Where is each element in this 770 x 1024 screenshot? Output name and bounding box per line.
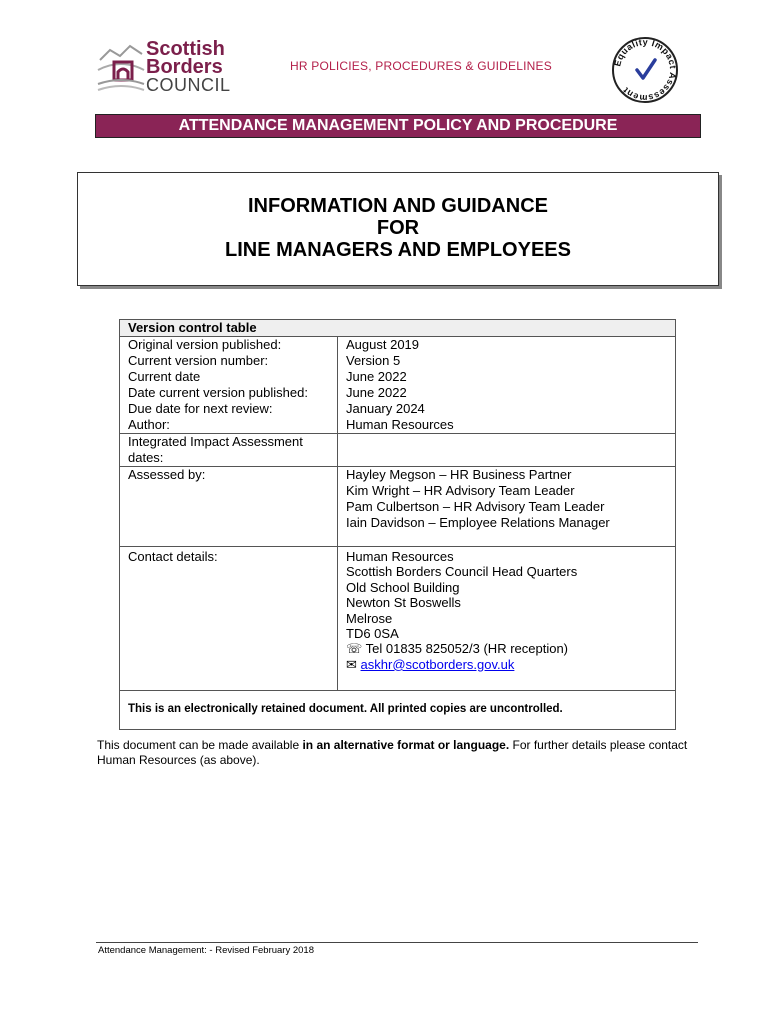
logo-line-2: Borders xyxy=(146,56,223,78)
assessed-label: Assessed by: xyxy=(120,467,338,547)
phone-line xyxy=(346,641,667,656)
table-row xyxy=(120,337,675,354)
contact-label: Contact details: xyxy=(120,547,338,691)
iia-value xyxy=(338,434,676,467)
contact-details xyxy=(338,547,676,691)
contact-line: Human Resources xyxy=(346,549,454,564)
guidance-line-3: LINE MANAGERS AND EMPLOYEES xyxy=(225,239,571,261)
table-row xyxy=(120,467,675,547)
phone-text: Tel 01835 825052/3 (HR reception) xyxy=(365,641,569,657)
row-value: June 2022 xyxy=(346,385,407,400)
logo-wordmark xyxy=(146,40,231,94)
assessor: Iain Davidson – Employee Relations Manager xyxy=(346,515,610,530)
contact-line: Melrose xyxy=(346,610,393,626)
alt-format-bold: in an alternative format or language. xyxy=(302,738,510,752)
alt-format-post: For further details please contact Human Resources (as above). xyxy=(97,738,688,767)
table-row xyxy=(120,369,675,385)
logo-line-3: COUNCIL xyxy=(146,75,231,95)
uncontrolled-note: This is an electronically retained document. All printed copies are uncontrolled. xyxy=(120,691,675,730)
table-row xyxy=(120,385,675,401)
contact-line: Old School Building xyxy=(346,579,460,595)
email-link[interactable]: askhr@scotborders.gov.uk xyxy=(360,656,515,672)
row-value: Version 5 xyxy=(346,353,401,368)
row-label: Current date xyxy=(120,369,338,385)
contact-line: Scottish Borders Council Head Quarters xyxy=(346,564,578,580)
table-row xyxy=(120,401,675,417)
logo-line-1: Scottish xyxy=(146,38,225,60)
council-logo xyxy=(96,40,236,100)
assessor: Pam Culbertson – HR Advisory Team Leader xyxy=(346,499,605,514)
contact-line: Newton St Boswells xyxy=(346,595,461,611)
row-value: Human Resources xyxy=(338,417,676,434)
table-header: Version control table xyxy=(120,320,675,337)
table-row xyxy=(120,353,675,369)
row-label: Author: xyxy=(120,417,338,434)
policy-title-bar: ATTENDANCE MANAGEMENT POLICY AND PROCEDURE xyxy=(95,114,701,138)
guidance-line-1: INFORMATION AND GUIDANCE xyxy=(248,195,548,217)
table-row xyxy=(120,417,675,434)
guidance-line-2: FOR xyxy=(376,217,420,239)
council-crest-icon xyxy=(96,40,146,98)
footer-text: Attendance Management: - Revised February 2018 xyxy=(98,945,314,956)
version-control-table xyxy=(119,319,676,730)
alt-format-pre: This document can be made available xyxy=(97,738,303,752)
alternative-format-note xyxy=(97,738,707,768)
row-label: Original version published: xyxy=(120,337,338,354)
assessed-list xyxy=(338,467,676,547)
equality-impact-badge xyxy=(611,36,679,104)
guidance-title-box xyxy=(77,172,719,286)
table-row xyxy=(120,434,675,467)
iia-label: Integrated Impact Assessment dates: xyxy=(120,434,338,467)
assessor: Kim Wright – HR Advisory Team Leader xyxy=(346,483,575,498)
badge-text: Equality Impact Assessment xyxy=(612,36,679,104)
table-row xyxy=(120,547,675,691)
telephone-icon: ☏ xyxy=(346,641,363,657)
row-label: Date current version published: xyxy=(120,385,338,401)
row-value: August 2019 xyxy=(346,337,420,352)
assessor: Hayley Megson – HR Business Partner xyxy=(346,467,572,482)
row-value: June 2022 xyxy=(346,369,407,384)
contact-line: TD6 0SA xyxy=(346,626,399,642)
email-line xyxy=(346,657,667,672)
row-label: Current version number: xyxy=(120,353,338,369)
row-label: Due date for next review: xyxy=(120,401,338,417)
section-label: HR POLICIES, PROCEDURES & GUIDELINES xyxy=(290,59,552,73)
row-value: January 2024 xyxy=(346,401,425,416)
envelope-icon: ✉ xyxy=(346,656,357,672)
footer-divider xyxy=(96,942,698,943)
